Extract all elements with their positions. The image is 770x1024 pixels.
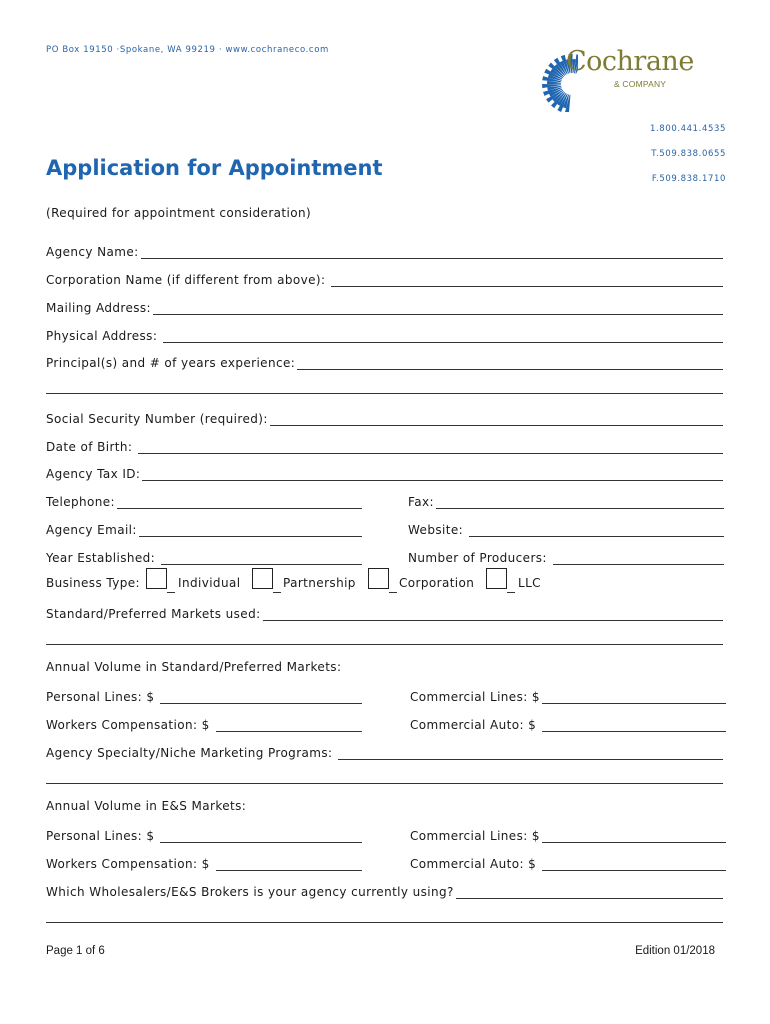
partnership-option-label: Partnership: [283, 576, 356, 590]
ssn-row: [46, 408, 723, 426]
specialty-programs-label: Agency Specialty/Niche Marketing Programs:: [46, 746, 333, 760]
email-label: Agency Email:: [46, 523, 137, 537]
website-label: Website:: [408, 523, 464, 537]
markets-used-row: [46, 603, 723, 621]
es-commercial-lines-field[interactable]: [542, 830, 726, 843]
llc-checkbox[interactable]: [486, 568, 507, 589]
std-personal-lines-label: Personal Lines: $: [46, 690, 155, 704]
es-personal-lines-field[interactable]: [160, 830, 362, 843]
fax-label: Fax:: [408, 495, 434, 509]
markets-used-field[interactable]: [263, 608, 723, 621]
partnership-checkbox[interactable]: [252, 568, 273, 589]
std-commercial-auto-field[interactable]: [542, 719, 726, 732]
std-personal-lines-row: [46, 686, 362, 704]
agency-name-label: Agency Name:: [46, 245, 139, 259]
agency-name-field[interactable]: [141, 246, 723, 259]
wholesalers-label: Which Wholesalers/E&S Brokers is your agency currently using?: [46, 885, 454, 899]
specialty-programs-continuation-line[interactable]: [46, 783, 723, 784]
checkbox-underline: [167, 592, 175, 593]
email-row: [46, 519, 362, 537]
website-field[interactable]: [469, 524, 724, 537]
std-commercial-auto-row: [410, 714, 726, 732]
tax-id-field[interactable]: [142, 468, 723, 481]
mailing-address-row: [46, 297, 723, 315]
logo-subtitle: & COMPANY: [614, 79, 667, 89]
mailing-address-field[interactable]: [153, 302, 723, 315]
company-address: PO Box 19150 ·Spokane, WA 99219 · www.cochraneco.com: [46, 45, 329, 55]
dob-row: [46, 436, 723, 454]
corporation-name-row: [46, 269, 723, 287]
es-workers-comp-label: Workers Compensation: $: [46, 857, 210, 871]
corporation-name-label: Corporation Name (if different from above):: [46, 273, 326, 287]
individual-checkbox[interactable]: [146, 568, 167, 589]
telephone-number: T.509.838.0655: [651, 149, 726, 159]
page-subtitle: (Required for appointment consideration): [46, 206, 312, 220]
num-producers-row: [408, 547, 724, 565]
principals-row: [46, 352, 723, 370]
es-commercial-auto-row: [410, 853, 726, 871]
std-workers-comp-row: [46, 714, 362, 732]
es-volume-heading: Annual Volume in E&S Markets:: [46, 799, 247, 813]
num-producers-label: Number of Producers:: [408, 551, 547, 565]
markets-used-label: Standard/Preferred Markets used:: [46, 607, 261, 621]
agency-name-row: [46, 241, 723, 259]
num-producers-field[interactable]: [553, 552, 724, 565]
tax-id-row: [46, 463, 723, 481]
std-commercial-lines-label: Commercial Lines: $: [410, 690, 540, 704]
checkbox-underline: [389, 592, 397, 593]
year-established-label: Year Established:: [46, 551, 156, 565]
website-row: [408, 519, 724, 537]
specialty-programs-row: [46, 742, 723, 760]
es-personal-lines-row: [46, 825, 362, 843]
edition-date: Edition 01/2018: [635, 945, 715, 957]
telephone-row: [46, 491, 362, 509]
company-logo: [536, 46, 736, 114]
principals-continuation-line[interactable]: [46, 393, 723, 394]
wholesalers-field[interactable]: [456, 886, 723, 899]
checkbox-underline: [507, 592, 515, 593]
markets-used-continuation-line[interactable]: [46, 644, 723, 645]
es-workers-comp-row: [46, 853, 362, 871]
wholesalers-row: [46, 881, 723, 899]
year-established-field[interactable]: [161, 552, 362, 565]
dob-field[interactable]: [138, 441, 723, 454]
physical-address-field[interactable]: [163, 330, 723, 343]
std-workers-comp-field[interactable]: [216, 719, 362, 732]
es-commercial-lines-row: [410, 825, 726, 843]
std-personal-lines-field[interactable]: [160, 691, 362, 704]
year-established-row: [46, 547, 362, 565]
es-commercial-lines-label: Commercial Lines: $: [410, 829, 540, 843]
individual-option-label: Individual: [178, 576, 241, 590]
es-commercial-auto-label: Commercial Auto: $: [410, 857, 537, 871]
es-personal-lines-label: Personal Lines: $: [46, 829, 155, 843]
business-type-row: [46, 568, 726, 594]
physical-address-row: [46, 325, 723, 343]
standard-volume-heading: Annual Volume in Standard/Preferred Markets:: [46, 660, 342, 674]
email-field[interactable]: [139, 524, 362, 537]
fax-field[interactable]: [436, 496, 724, 509]
corporation-checkbox[interactable]: [368, 568, 389, 589]
std-commercial-lines-row: [410, 686, 726, 704]
std-commercial-lines-field[interactable]: [542, 691, 726, 704]
telephone-label: Telephone:: [46, 495, 115, 509]
corporation-option-label: Corporation: [399, 576, 475, 590]
logo-wordmark: Cochrane: [566, 46, 694, 77]
mailing-address-label: Mailing Address:: [46, 301, 151, 315]
es-workers-comp-field[interactable]: [216, 858, 362, 871]
fax-number: F.509.838.1710: [651, 174, 726, 184]
dob-label: Date of Birth:: [46, 440, 133, 454]
std-workers-comp-label: Workers Compensation: $: [46, 718, 210, 732]
wholesalers-continuation-line[interactable]: [46, 922, 723, 923]
telephone-field[interactable]: [117, 496, 362, 509]
std-commercial-auto-label: Commercial Auto: $: [410, 718, 537, 732]
physical-address-label: Physical Address:: [46, 329, 158, 343]
corporation-name-field[interactable]: [331, 274, 723, 287]
llc-option-label: LLC: [518, 576, 541, 590]
checkbox-underline: [273, 592, 281, 593]
business-type-label: Business Type:: [46, 576, 140, 590]
ssn-field[interactable]: [270, 413, 723, 426]
specialty-programs-field[interactable]: [338, 747, 723, 760]
principals-field[interactable]: [297, 357, 723, 370]
toll-free-number: 1.800.441.4535: [650, 124, 726, 134]
fax-row: [408, 491, 724, 509]
page-title: Application for Appointment: [46, 156, 383, 180]
page-number: Page 1 of 6: [46, 945, 105, 957]
ssn-label: Social Security Number (required):: [46, 412, 268, 426]
principals-label: Principal(s) and # of years experience:: [46, 356, 296, 370]
tax-id-label: Agency Tax ID:: [46, 467, 141, 481]
es-commercial-auto-field[interactable]: [542, 858, 726, 871]
